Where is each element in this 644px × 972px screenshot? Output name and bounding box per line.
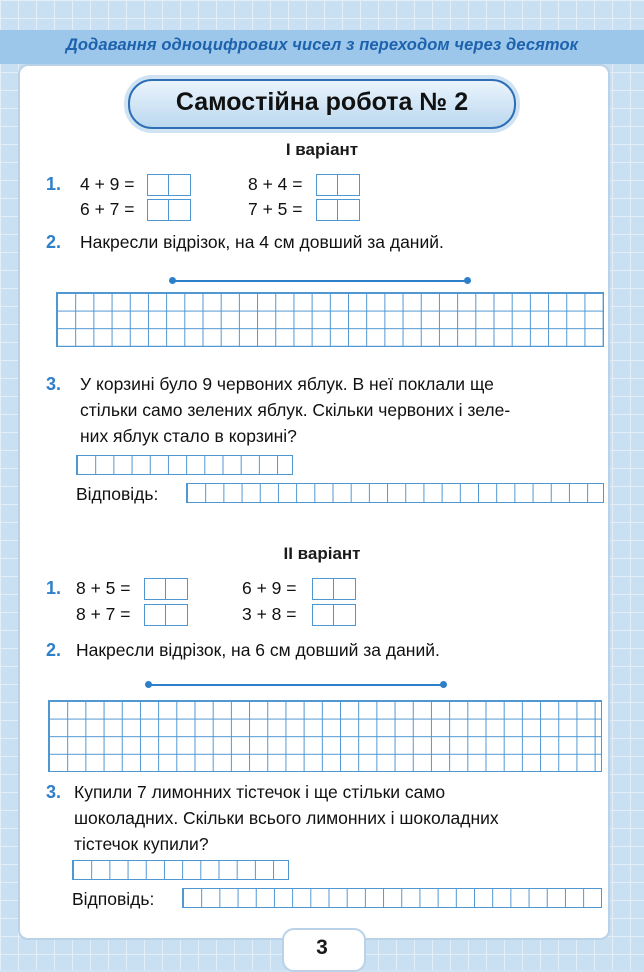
v2-equation: 6 + 9 = bbox=[242, 578, 297, 598]
v1-task3-line: стільки само зелених яблук. Скільки червоних і зеле- bbox=[80, 400, 511, 420]
v1-task2-text: Накресли відрізок, на 4 см довший за даний. bbox=[80, 232, 444, 252]
v1-given-segment bbox=[172, 280, 468, 282]
v2-task3-line: тістечок купили? bbox=[74, 834, 209, 854]
page-number: 3 bbox=[316, 936, 328, 959]
v1-task1-number: 1. bbox=[46, 174, 62, 194]
v2-answer-row[interactable] bbox=[182, 888, 602, 908]
page-title: Самостійна робота № 2 bbox=[175, 88, 469, 116]
v1-drawing-grid[interactable] bbox=[56, 292, 604, 347]
v2-answer-box[interactable] bbox=[312, 578, 356, 600]
v2-task2-text: Накресли відрізок, на 6 см довший за даний. bbox=[76, 640, 440, 660]
v1-answer-row[interactable] bbox=[186, 483, 604, 503]
v1-equation: 8 + 4 = bbox=[248, 174, 303, 194]
v2-drawing-grid[interactable] bbox=[48, 700, 602, 772]
v2-task2-number: 2. bbox=[46, 640, 62, 660]
page-header: Додавання одноцифрових чисел з переходом через десяток bbox=[65, 36, 579, 54]
v2-equation: 8 + 5 = bbox=[76, 578, 131, 598]
v1-solution-row[interactable] bbox=[76, 455, 293, 475]
v2-answer-box[interactable] bbox=[144, 604, 188, 626]
v1-task3-line: У корзині було 9 червоних яблук. В неї поклали ще bbox=[80, 374, 494, 394]
v1-task2-number: 2. bbox=[46, 232, 62, 252]
v1-equation: 7 + 5 = bbox=[248, 199, 303, 219]
v1-answer-box[interactable] bbox=[316, 174, 360, 196]
v2-solution-row[interactable] bbox=[72, 860, 289, 880]
v1-answer-box[interactable] bbox=[316, 199, 360, 221]
v2-answer-label: Відповідь: bbox=[72, 889, 155, 909]
v2-answer-box[interactable] bbox=[144, 578, 188, 600]
v2-equation: 3 + 8 = bbox=[242, 604, 297, 624]
v1-answer-box[interactable] bbox=[147, 199, 191, 221]
v1-answer-box[interactable] bbox=[147, 174, 191, 196]
variant-1-heading: І варіант bbox=[285, 140, 359, 159]
v2-task3-line: Купили 7 лимонних тістечок і ще стільки само bbox=[74, 782, 446, 802]
v2-equation: 8 + 7 = bbox=[76, 604, 131, 624]
v2-task3-number: 3. bbox=[46, 782, 62, 802]
v2-given-segment bbox=[148, 684, 444, 686]
v1-equation: 6 + 7 = bbox=[80, 199, 135, 219]
v2-answer-box[interactable] bbox=[312, 604, 356, 626]
v2-task3-line: шоколадних. Скільки всього лимонних і шоколадних bbox=[74, 808, 499, 828]
v1-answer-label: Відповідь: bbox=[76, 484, 159, 504]
v1-task3-line: них яблук стало в корзині? bbox=[80, 426, 297, 446]
v2-task1-number: 1. bbox=[46, 578, 62, 598]
variant-2-heading: ІІ варіант bbox=[283, 544, 361, 563]
v1-task3-number: 3. bbox=[46, 374, 62, 394]
v1-equation: 4 + 9 = bbox=[80, 174, 135, 194]
